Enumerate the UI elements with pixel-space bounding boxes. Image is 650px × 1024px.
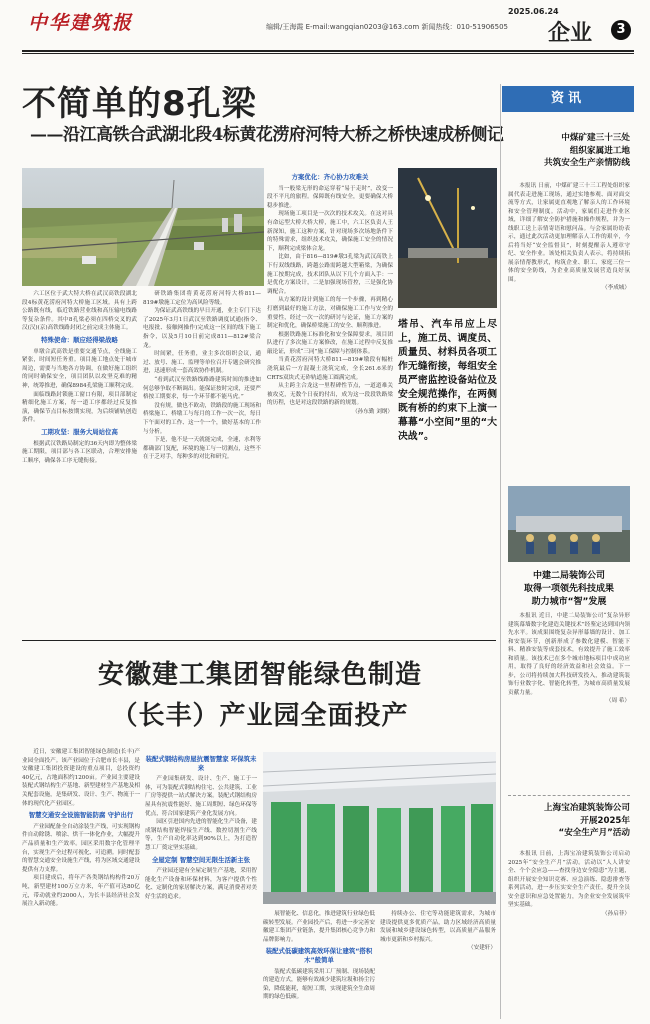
news1-title xyxy=(508,132,630,170)
a2c1-p3: 项目建成后，将年产各类钢结构构件20万吨，新型建材100万立方米，年产值可达80亿元，带动就业约2000人，为长丰县经济社会发展注入新动能。 xyxy=(22,875,140,908)
a2c2-p3: 产业园还建有全屋定制生产基地，采用智能化生产设备和环保材料，为客户提供个性化、定制化的家居解决方案，满足消费者对美好生活的追求。 xyxy=(145,868,257,900)
article1-title: 不简单的8孔梁 xyxy=(22,84,257,124)
section-name: 企业 xyxy=(548,21,593,46)
a1c3-p7: 从主跨主合龙这一里程碑性节点，一道道难关被攻克，无数个日夜的付出，成为这一段段铁路梁的历程，也是对这段铁路的新的规划。 xyxy=(267,383,393,407)
a1c3-p4: 从方案的设计到施工的每一个步骤，再到精心打磨到最好的施工方法，对确保施工工作与安全的重要性，经过一次一次的研讨与论证，施工方案的制定和优化，确保桥梁施工的安全、顺利推进。 xyxy=(267,297,393,330)
article2-col3b xyxy=(380,910,496,1016)
a1c3-p2: 现场施工项目是一次次的技术攻关。在这对具有命运型大桥大桥大桥，施工中，六工区负责人王新深知，施工这种方案，针对现场多次场地条件下的特殊需求，组织技术攻关，确保施工安全的情况下，顺利完成梁体合龙。 xyxy=(267,211,393,252)
news2-body: 本报讯 近日，中建二局装饰公司“复杂异形建筑幕墙数字化建造关键技术”经鉴定达到国内领先水平。该成果围绕复杂异形幕墙的设计、加工和安装环节，创新形成了参数化建模、智能下料、精准安装等成套技术，有效提升了施工效率和质量。该技术已在多个城市地标项目中成功应用，取得了良好的经济效益和社会效益。下一步，公司将持续加大科技研发投入，推动建筑装饰行业数字化、智能化转型，为城市高质量发展贡献力量。 xyxy=(508,613,630,696)
bridge-aerial-photo xyxy=(22,168,264,286)
news3-author: （孙启菲） xyxy=(602,910,630,917)
sidebar-divider xyxy=(500,84,501,1019)
a2c2-p1: 产业园集研发、设计、生产、施工于一体，可为装配式钢结构住宅、公共建筑、工业厂房等提供一站式解决方案。装配式钢结构房屋具有抗震性能好、施工周期短、绿色环保等优点，符合国家建筑产业化发展方向。 xyxy=(145,776,257,817)
page-header xyxy=(0,0,650,62)
article1-col3 xyxy=(267,170,393,635)
news1-title-line2: 组织家属进工地 xyxy=(569,145,630,156)
page-number: 3 xyxy=(611,20,631,40)
news2-body-wrap xyxy=(508,612,630,790)
a1c2-p6: 下是，他不是一天就能完成，全速，水利等都确部门复配，环境的施工与一切测点，这些不在于乏对手，每种多的对比和研究。 xyxy=(143,437,261,461)
news1-body-wrap xyxy=(508,182,630,452)
a1c2-p4: “看到武汉至铁路线路路建筑时间的推进如何总够争取不断调出。能保证按时完成，还要严格按工期要求，每一个环节都不能马虎。” xyxy=(143,376,261,401)
a2c3a-heading1: 装配式低碳建筑高效环保让建筑“搭积木”般简单 xyxy=(265,947,373,964)
article1-subtitle: ——沿江高铁合武湖北段4标黄花涝府河特大桥之桥快速成桥侧记 xyxy=(30,125,504,145)
header-rule-thin xyxy=(22,53,634,54)
a2c1-p1: 近日，安徽建工集团智能绿色制造(长丰)产业园全面投产。该产业园位于合肥市长丰县，是安徽建工集团投资建设的重点项目，总投资约40亿元，占地面积约1200亩。产业园主要建设装配式钢结构生产基地、新型建材生产基地及相关配套设施，是集研发、设计、生产、物流于一体的现代化产业园区。 xyxy=(22,749,140,807)
news2-author: （周 希） xyxy=(605,698,630,704)
a1c1-p3: 面临线路封锁施工窗口有限，项目部制定精细化施工方案，每一道工序都经过反复推演，确保节点目标按期实现，为后续铺轨创造条件。 xyxy=(22,391,137,424)
a1c2-p2: 为保证武高铁线的早日开通，业主专门下达了2025年3月1日武汉至铁路调度试通(指令、电报批、接触网操作)完成这一区间的线下施工指令，以及5月10日前完成811—812#梁合龙。 xyxy=(143,308,261,349)
article2-col2 xyxy=(145,752,257,1016)
news2-title-line3: 助力城市“智”发展 xyxy=(531,597,607,607)
a1c1-heading1: 特殊使命：顺应经得梁战略 xyxy=(41,335,118,344)
news2-photo xyxy=(508,486,630,562)
a1c1-p4: 根据武汉铁路局制定的36天内即为整体梁施工期限，项目部与各工区联动，合理安排施工顺序，确保各工序无缝衔接。 xyxy=(22,440,137,464)
article1-col1 xyxy=(22,290,137,635)
news3-body-wrap xyxy=(508,850,630,1015)
a1-author: （孙东勤 刘纲） xyxy=(352,409,393,416)
a2c2-heading2: 全屋定制 智慧空间无限生活新主张 xyxy=(151,855,251,864)
news2-title-line2: 取得一项领先科技成果 xyxy=(523,584,614,594)
news1-title-line3: 共筑安全生产亲情防线 xyxy=(544,158,630,168)
a1c2-p1: 研铁路集团将黄花涝府河特大桥811—819#墩施工定位为高风险等级。 xyxy=(143,291,261,306)
header-rule xyxy=(22,50,634,52)
article2-title-line2: （长丰）产业园全面投产 xyxy=(111,701,409,731)
news3-title-line1: 上海宝冶建筑装饰公司 xyxy=(544,803,630,813)
masthead-logo: 中华建筑报 xyxy=(28,12,134,34)
news1-body: 本报讯 日前，中煤矿建三十三工程处组织家属代表走进施工现场，通过实地参观、面对面交流等方式，让家属更直观地了解亲人的工作环境和安全管理制度。活动中，家属们走进作业区域，详细了解安全防护措施和操作规程，并为一线职工送上亲情寄语和慰问品。与会家属纷纷表示，通过此次活动更加理解亲人工作的艰辛，今后将当好“安全监督员”，时刻提醒亲人遵章守纪、安全作业。该处相关负责人表示，将持续拓展亲情帮教形式，构筑企业、职工、家庭三位一体的安全防线，为企业高质量发展营造良好氛围。 xyxy=(508,183,630,283)
editor-line: 编辑/王海霞 E-mail:wangqian0203@163.com 新闻热线：010-51906505 xyxy=(266,23,508,31)
a2-author: （安建轩） xyxy=(468,945,496,952)
article-separator xyxy=(22,640,496,641)
issue-date: 2025.06.24 xyxy=(508,7,559,16)
a1c3-p6: 当黄花涝府河特大桥811—819#墩段有幅桩浇筑最后一方混凝土浇筑完成，全长261.6米的CRTS双块式无砟轨道施工圆满完成。 xyxy=(267,357,393,381)
a2c2-heading1: 装配式钢结构房屋抗震智慧家 环保筑未来 xyxy=(145,755,257,772)
sidebar-separator xyxy=(508,795,630,796)
news2-title-line1: 中建二局装饰公司 xyxy=(532,571,605,581)
a1c1-heading2: 工期攻坚：服务大局站位高 xyxy=(41,427,118,436)
a2c1-p2: 产业园配备全自动涂装生产线，可实现钢构件自动除锈、喷涂、烘干一体化作业，大幅提升产品质量和生产效率。园区采用数字化管理平台，实现生产全过程可视化、可追溯。同时配套的智慧交通安全设施生产线，将为区域交通建设提供有力支撑。 xyxy=(22,823,140,873)
news1-author: （李成城） xyxy=(602,285,630,291)
construction-site-photo xyxy=(398,168,497,308)
a2c1-heading1: 智慧交通安全设施智能防腐 守护出行 xyxy=(28,811,134,820)
a1c1-p2: 单墩合武高铁是重要交通节点，全线施工紧张，时间短任务重。项目施工地点处于城市周边，需要与当地各方协调，在做好施工组织的同时确保安全，项目团队以攻坚克难的精神，统筹推进，确保8984孔梁施工顺利完成。 xyxy=(22,348,137,389)
article1-col2 xyxy=(143,290,261,635)
a1c3-heading1: 方案优化：齐心协力攻难关 xyxy=(291,173,369,181)
news3-title xyxy=(508,802,630,840)
a1c1-p1: 六工区位于武大特大桥在武汉高铁段湖北段4标黄花涝府河特大桥施工区域。具有上跨公路既有线，临近铁路营业线和高压输电线路等复杂条件。其中8孔梁必须在四桥交叉的武汉(汉)(京)高铁线路封闭之前完成主体施工。 xyxy=(22,291,137,332)
a2c3a-p2: 装配式低碳建筑采用工厂预制、现场装配的建造方式，能够有效减少建筑垃圾和扬尘污染，降低能耗，缩短工期，实现建筑全生命周期的绿色低碳。 xyxy=(263,968,375,1001)
news3-body: 本报讯 日前，上海宝冶建筑装饰公司启动2025年“安全生产月”活动。活动以“人人讲安全、个个会应急——查找身边安全隐患”为主题，组织开展安全知识竞赛、应急演练、隐患排查等系列活动，进一步压实安全生产责任，提升全员安全意识和应急处置能力，为企业安全发展筑牢坚实基础。 xyxy=(508,851,630,908)
sidebar-label: 资讯 xyxy=(502,86,634,112)
a1c2-p3: 时间紧，任务重，业主多次组织会议，通过、放号、施工、监理等单位召开专题会研究推进，迅速形成一套高效协作机制。 xyxy=(143,351,261,375)
a2c3b-p1: 持续办公、住宅等功能建筑需求，为城市建设提供更多优质产品，助力区域经济高质量发展和城乡建设绿色转型，以高质量产品服务城市更新和乡村振兴。 xyxy=(380,911,496,943)
a1c3-p1: 当一般梁无形的命运穿着“易于走时”，改变一段不平凡的旅程。保障既有线安全，更要确保大桥稳步推进。 xyxy=(267,185,393,209)
factory-interior-photo xyxy=(263,752,496,904)
article2-col1 xyxy=(22,748,140,1016)
a2c2-p2: 园区引进国内先进的智能化生产设备，建成钢结构智能焊接生产线、数控切割生产线等，生产自动化率达到90%以上，为打造智慧工厂奠定坚实基础。 xyxy=(145,819,257,851)
news1-title-line1: 中煤矿建三十三处 xyxy=(561,133,630,143)
a2c3a-p1: 展智能化、信息化，推进建筑行业绿色低碳转型发展。产业园投产后，将进一步完善安徽建工集团产业链条，提升集团核心竞争力和品牌影响力。 xyxy=(263,911,375,943)
article2-title-line1: 安徽建工集团智能绿色制造 xyxy=(97,660,422,690)
news3-title-line2: 开展2025年 xyxy=(580,815,630,826)
news2-title xyxy=(508,570,630,609)
a1c2-p5: 没有规，做也不欧动，铁路段的施工现场和桥梁施工、桥墩工与每月的工作一次一次，每日下午面对的工作、这一个一个，做好基本的工作与分析。 xyxy=(143,402,261,435)
article1-pull-quote: 塔吊、汽车吊应上尽上，施工员、调度员、质量员、材料员各项工作无缝衔接，每组安全员严密监控设备站位及安全规范操作，在两侧既有桥的约束下上演一幕幕“小空间”里的“大决战”。 xyxy=(398,319,497,442)
news3-title-line3: “安全生产月”活动 xyxy=(558,828,630,838)
a1c3-p5: 根据铁路施工标准化和安全保障要求，项目团队进行了多次施工方案修改，在施工过程中反复推敲论证，形成“三同”施工保障与控制体系。 xyxy=(267,331,393,355)
article2-col3a xyxy=(263,910,375,1016)
a1c3-p3: 比如，由于816—819#墩3孔梁为武汉高铁上下行双线线路，跨越公路需跨越大型箱梁，为确保施工按期完成，技术团队从以下几个方面入手：一是优化方案设计，二是加强现场管控，三是强化协调配合。 xyxy=(267,254,393,295)
